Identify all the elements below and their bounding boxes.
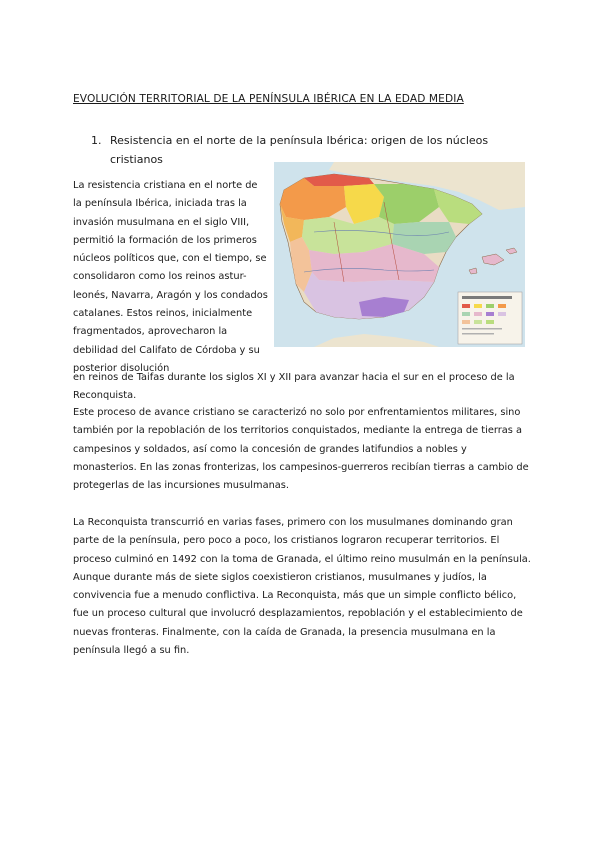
section-title: Resistencia en el norte de la península Ibérica: origen de los núcleos cristianos — [110, 134, 489, 166]
paragraph-3: La Reconquista transcurrió en varias fases, primero con los musulmanes dominando gran parte de la península, pero poco a poco, los cristianos lograron recuperar territorios. El proceso culminó en 1492 con la toma de Granada, el último reino musulmán en la península. Aunque durante más de siete siglos coexistieron cristianos, musulmanes y judíos, la convivencia fue a menudo conflictiva. La Reconquista, más que un simple conflicto bélico, fue un proceso cultural que involucró desplazamientos, repoblación y el establecimiento de nuevas fronteras. Finalmente, con la caída de Granada, la presencia musulmana en la península llegó a su fin. — [73, 517, 531, 657]
iberia-reconquista-map — [274, 162, 525, 347]
paragraph-2: Este proceso de avance cristiano se caracterizó no solo por enfrentamientos militares, sino también por la repoblación de los territorios conquistados, mediante la entrega de tierras a campesinos y soldados, así como la concesión de grandes latifundios a nobles y monasterios. En las zonas fronterizas, los campesinos-guerreros recibían tierras a cambio de protegerlas de las incursiones musulmanas. — [73, 407, 529, 492]
paragraph-1-continued: en reinos de Taifas durante los siglos XI y XII para avanzar hacia el sur en el proceso de la Reconquista. — [73, 372, 515, 402]
paragraph-1-wrapped: La resistencia cristiana en el norte de la península Ibérica, iniciada tras la invasión musulmana en el siglo VIII, permitió la formación de los primeros núcleos políticos que, con el tiempo, se consolidaron como los reinos astur-leonés, Navarra, Aragón y los condados catalanes. Estos reinos, inicialmente fragmentados, aprovecharon la debilidad del Califato de Córdoba y su posterior disolución — [73, 180, 268, 374]
section-number: 1. — [91, 134, 102, 147]
page-title: EVOLUCIÓN TERRITORIAL DE LA PENÍNSULA IBÉRICA EN LA EDAD MEDIA — [73, 93, 464, 105]
